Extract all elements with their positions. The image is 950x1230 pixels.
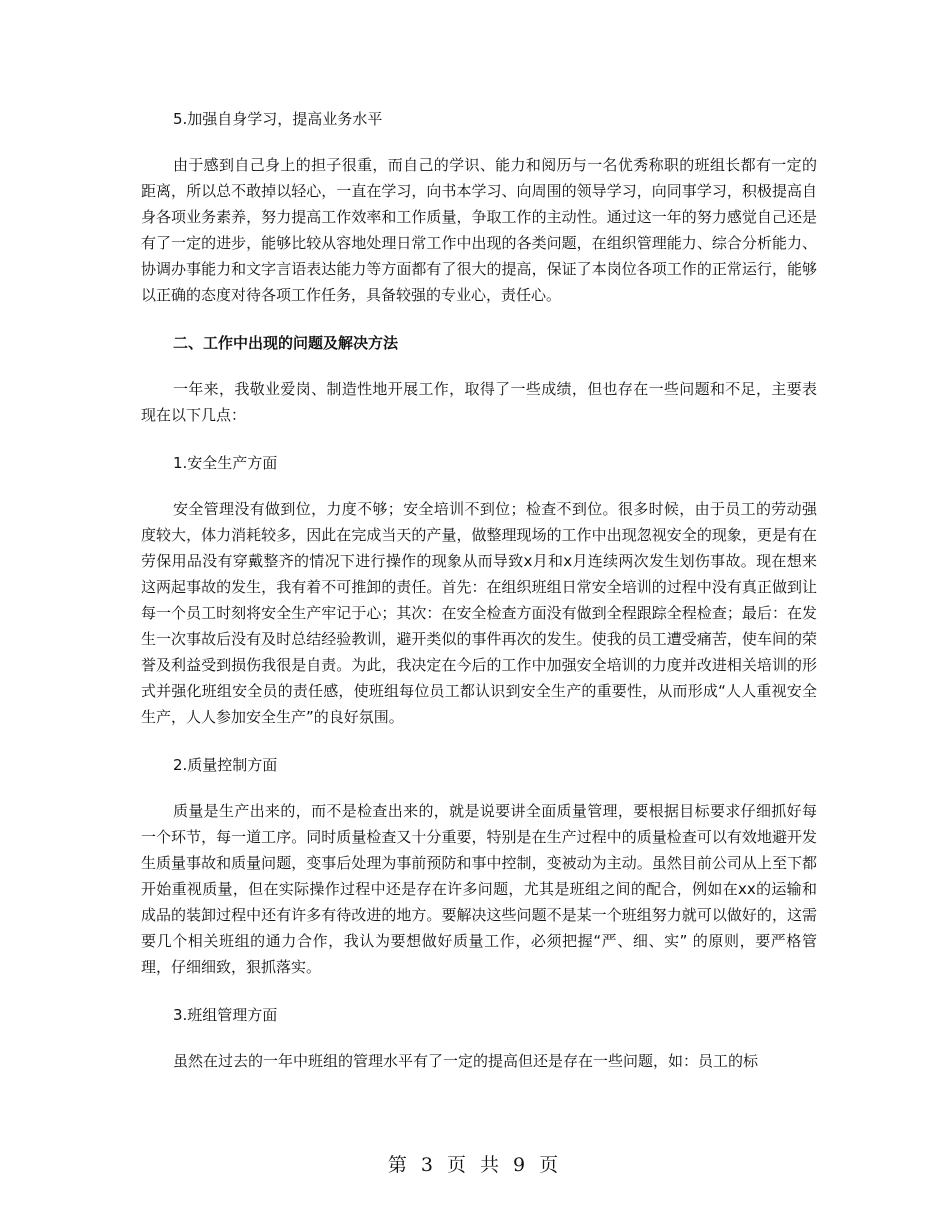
subheading-safety: 1.安全生产方面 xyxy=(173,454,278,472)
subheading-team-management: 3.班组管理方面 xyxy=(173,1006,278,1024)
paragraph-problems-intro: 一年来，我敬业爱岗、制造性地开展工作，取得了一些成绩，但也存在一些问题和不足，主要表现在以下几点： xyxy=(141,380,817,424)
subheading-study: 5.加强自身学习，提高业务水平 xyxy=(173,110,383,128)
subheading-quality: 2.质量控制方面 xyxy=(173,756,278,774)
paragraph-quality: 质量是生产出来的，而不是检查出来的，就是说要讲全面质量管理，要根据目标要求仔细抓好每一个环节，每一道工序。同时质量检查又十分重要，特别是在生产过程中的质量检查可以有效地避开发生质量事故和质量问题，变事后处理为事前预防和事中控制，变被动为主动。虽然目前公司从上至下都开始重视质量，但在实际操作过程中还是存在许多问题，尤其是班组之间的配合，例如在xx的运输和成品的装卸过程中还有许多有待改进的地方。要解决这些问题不是某一个班组努力就可以做好的，这需要几个相关班组的通力合作，我认为要想做好质量工作，必须把握“严、细、实” 的原则，要严格管理，仔细细致，狠抓落实。 xyxy=(141,802,817,976)
paragraph-study: 由于感到自己身上的担子很重，而自己的学识、能力和阅历与一名优秀称职的班组长都有一定的距离，所以总不敢掉以轻心，一直在学习，向书本学习、向周围的领导学习，向同事学习，积极提高自身各项业务素养，努力提高工作效率和工作质量，争取工作的主动性。通过这一年的努力感觉自己还是有了一定的进步，能够比较从容地处理日常工作中出现的各类问题，在组织管理能力、综合分析能力、协调办事能力和文字言语表达能力等方面都有了很大的提高，保证了本岗位各项工作的正常运行，能够以正确的态度对待各项工作任务，具备较强的专业心，责任心。 xyxy=(141,156,817,304)
document-body xyxy=(141,106,817,1074)
paragraph-safety: 安全管理没有做到位，力度不够；安全培训不到位；检查不到位。很多时候，由于员工的劳动强度较大，体力消耗较多，因此在完成当天的产量，做整理现场的工作中出现忽视安全的现象，更是有在劳保用品没有穿戴整齐的情况下进行操作的现象从而导致x月和x月连续两次发生划伤事故。现在想来这两起事故的发生，我有着不可推卸的责任。首先：在组织班组日常安全培训的过程中没有真正做到让每一个员工时刻将安全生产牢记于心；其次：在安全检查方面没有做到全程跟踪全程检查；最后：在发生一次事故后没有及时总结经验教训，避开类似的事件再次的发生。使我的员工遭受痛苦，使车间的荣誉及利益受到损伤我很是自责。为此，我决定在今后的工作中加强安全培训的力度并改进相关培训的形式并强化班组安全员的责任感，使班组每位员工都认识到安全生产的重要性，从而形成“人人重视安全生产，人人参加安全生产”的良好氛围。 xyxy=(141,500,817,726)
page-number-footer: 第 3 页 共 9 页 xyxy=(387,1154,563,1176)
paragraph-team-management: 虽然在过去的一年中班组的管理水平有了一定的提高但还是存在一些问题，如：员工的标 xyxy=(173,1052,759,1070)
section-title-problems: 二、工作中出现的问题及解决方法 xyxy=(173,334,399,352)
